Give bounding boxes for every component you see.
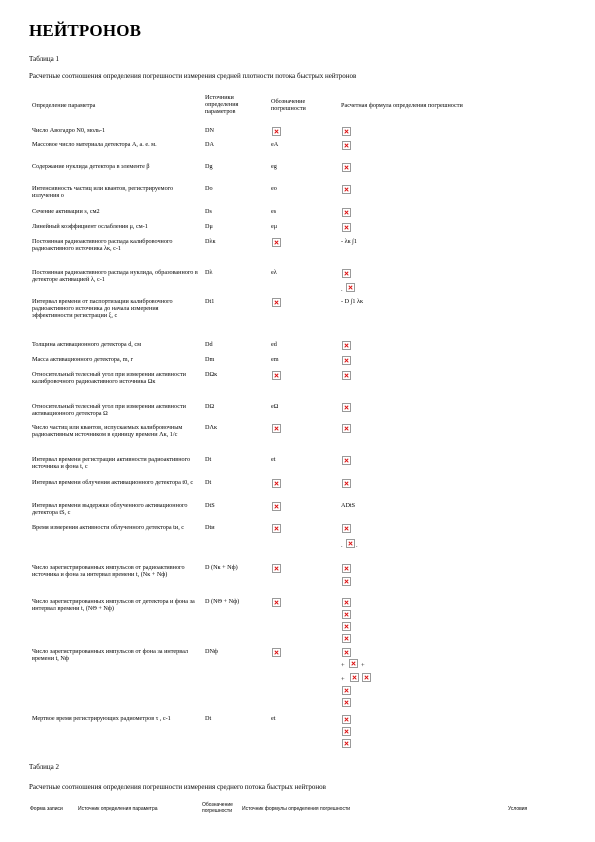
row-notation: eg [271, 163, 277, 170]
broken-image-icon [342, 698, 351, 707]
table1-header-param: Определение параметра [32, 102, 96, 109]
broken-image-icon [342, 739, 351, 748]
row-param: Число частиц или квантов, испускаемых калибровочным радиоактивным источником в единицу времени Λк, 1/с [32, 424, 183, 438]
row-source: D (Nк + Nф) [205, 564, 238, 571]
broken-image-icon [342, 577, 351, 586]
broken-image-icon [342, 141, 351, 150]
formula-dot: . [356, 542, 358, 549]
formula-plus: + [341, 662, 345, 669]
row-source: DΛк [205, 424, 217, 431]
broken-image-icon [342, 127, 351, 136]
broken-image-icon [346, 539, 355, 548]
row-param: Линейный коэффициент ослабления μ, см-1 [32, 223, 148, 230]
broken-image-icon [272, 598, 281, 607]
table1-header-source: Источники определения параметров [205, 94, 239, 115]
row-source: Dt [205, 715, 212, 722]
row-source: Do [205, 185, 213, 192]
broken-image-icon [342, 648, 351, 657]
row-notation: eλ [271, 269, 277, 276]
broken-image-icon [272, 564, 281, 573]
broken-image-icon [342, 424, 351, 433]
row-param: Постоянная радиоактивного распада нуклида, образованного в детекторе активацией λ, с-1 [32, 269, 198, 283]
table1-description: Расчетные соотношения определения погрешности измерения средней плотности потока быстрых нейтронов [29, 72, 357, 80]
row-notation: eμ [271, 223, 278, 230]
broken-image-icon [362, 673, 371, 682]
row-source: D (NΘ + Nф) [205, 598, 240, 605]
broken-image-icon [342, 163, 351, 172]
row-notation: em [271, 356, 279, 363]
table2-header-source: Источник определения параметра [78, 806, 158, 812]
broken-image-icon [342, 524, 351, 533]
broken-image-icon [346, 283, 355, 292]
row-param: Относительный телесный угол при измерении активности калибровочного радиоактивного источника Ωк [32, 371, 186, 385]
row-notation: eo [271, 185, 277, 192]
row-param: Относительный телесный угол при измерении активности активационного детектора Ω [32, 403, 186, 417]
broken-image-icon [342, 479, 351, 488]
broken-image-icon [342, 610, 351, 619]
broken-image-icon [342, 727, 351, 736]
row-source: Dd [205, 341, 213, 348]
row-param: Число зарегистрированных импульсов от фона за интервал времени t, Nф [32, 648, 188, 662]
row-param: Мертвое время регистрирующих радиометров τ , с-1 [32, 715, 171, 722]
row-source: DΩ [205, 403, 215, 410]
row-source: DΩк [205, 371, 218, 378]
row-formula: ADtS [341, 502, 356, 509]
table2-header-formula: Источник формулы определения погрешности [242, 806, 351, 812]
row-source: DNф [205, 648, 218, 655]
broken-image-icon [342, 456, 351, 465]
row-source: Dt1 [205, 298, 215, 305]
formula-plus: + [341, 676, 345, 683]
table2-header-conditions: Условия [508, 806, 528, 812]
broken-image-icon [349, 659, 358, 668]
table2-header-notation: Форма записи [30, 806, 63, 812]
table1-header-notation: Обозначение погрешности [271, 98, 306, 112]
row-source: DA [205, 141, 214, 148]
row-notation: ed [271, 341, 277, 348]
row-notation: et [271, 456, 276, 463]
broken-image-icon [342, 598, 351, 607]
row-param: Постоянная радиоактивного распада калибровочного радиоактивного источника λк, с-1 [32, 238, 173, 252]
row-formula: - D ∫1 λк [341, 298, 363, 305]
broken-image-icon [272, 238, 281, 247]
row-param: Массовое число материала детектора A, а. е. м. [32, 141, 157, 148]
row-notation: eΩ [271, 403, 279, 410]
broken-image-icon [342, 269, 351, 278]
row-param: Интервал времени регистрации активности радиоактивного источника и фона t, с [32, 456, 191, 470]
broken-image-icon [342, 715, 351, 724]
row-param: Интервал времени облучения активационного детектора t0, с [32, 479, 194, 486]
row-source: Dt [205, 479, 212, 486]
row-param: Сечение активации s, см2 [32, 208, 100, 215]
row-source: Dm [205, 356, 215, 363]
row-source: Dλ [205, 269, 213, 276]
row-param: Масса активационного детектора, m, г [32, 356, 134, 363]
row-param: Интервал времени от паспортизации калибровочного радиоактивного источника до начала измерения эффективности регистрации ξ, с [32, 298, 173, 319]
row-source: Dtи [205, 524, 215, 531]
broken-image-icon [272, 524, 281, 533]
broken-image-icon [342, 185, 351, 194]
row-notation: et [271, 715, 276, 722]
page-title: НЕЙТРОНОВ [29, 21, 142, 40]
row-formula: - λк ∫1 [341, 238, 357, 245]
table2-header-designation: Обозначение погрешности [202, 802, 233, 814]
row-source: DtS [205, 502, 215, 509]
broken-image-icon [272, 648, 281, 657]
broken-image-icon [342, 686, 351, 695]
row-source: Dt [205, 456, 212, 463]
broken-image-icon [272, 127, 281, 136]
broken-image-icon [272, 371, 281, 380]
formula-plus: + [361, 662, 365, 669]
broken-image-icon [342, 634, 351, 643]
row-source: Dμ [205, 223, 213, 230]
table2-caption: Таблица 2 [29, 763, 59, 771]
broken-image-icon [342, 622, 351, 631]
row-notation: es [271, 208, 277, 215]
broken-image-icon [350, 673, 359, 682]
row-param: Время измерения активности облученного детектора tи, с [32, 524, 185, 531]
table1-caption: Таблица 1 [29, 55, 59, 63]
row-param: Толщина активационного детектора d, см [32, 341, 142, 348]
broken-image-icon [342, 564, 351, 573]
formula-dot: . [341, 542, 343, 549]
row-param: Число Авогадро N0, моль-1 [32, 127, 106, 134]
row-source: DN [205, 127, 214, 134]
formula-dot: . [341, 286, 343, 293]
broken-image-icon [272, 502, 281, 511]
row-source: Dg [205, 163, 213, 170]
table2-description: Расчетные соотношения определения погрешности измерения среднего потока быстрых нейтронов [29, 783, 326, 791]
broken-image-icon [342, 223, 351, 232]
broken-image-icon [342, 403, 351, 412]
broken-image-icon [272, 298, 281, 307]
broken-image-icon [272, 479, 281, 488]
broken-image-icon [342, 208, 351, 217]
row-notation: eA [271, 141, 279, 148]
row-source: Ds [205, 208, 212, 215]
row-source: Dλк [205, 238, 216, 245]
row-param: Число зарегистрированных импульсов от радиоактивного источника и фона за интервал времени t, (Nк + Nф) [32, 564, 185, 578]
row-param: Интенсивность частиц или квантов, регистрируемого излучения ο [32, 185, 174, 199]
row-param: Число зарегистрированных импульсов от детектора и фона за интервал времени t, (NΘ + Nф) [32, 598, 195, 612]
broken-image-icon [342, 341, 351, 350]
row-param: Содержание нуклида детектора в элементе β [32, 163, 150, 170]
row-param: Интервал времени выдержки облученного активационного детектора tS, с [32, 502, 188, 516]
broken-image-icon [342, 356, 351, 365]
table1-header-formula: Расчетная формула определения погрешности [341, 102, 463, 109]
broken-image-icon [272, 424, 281, 433]
broken-image-icon [342, 371, 351, 380]
